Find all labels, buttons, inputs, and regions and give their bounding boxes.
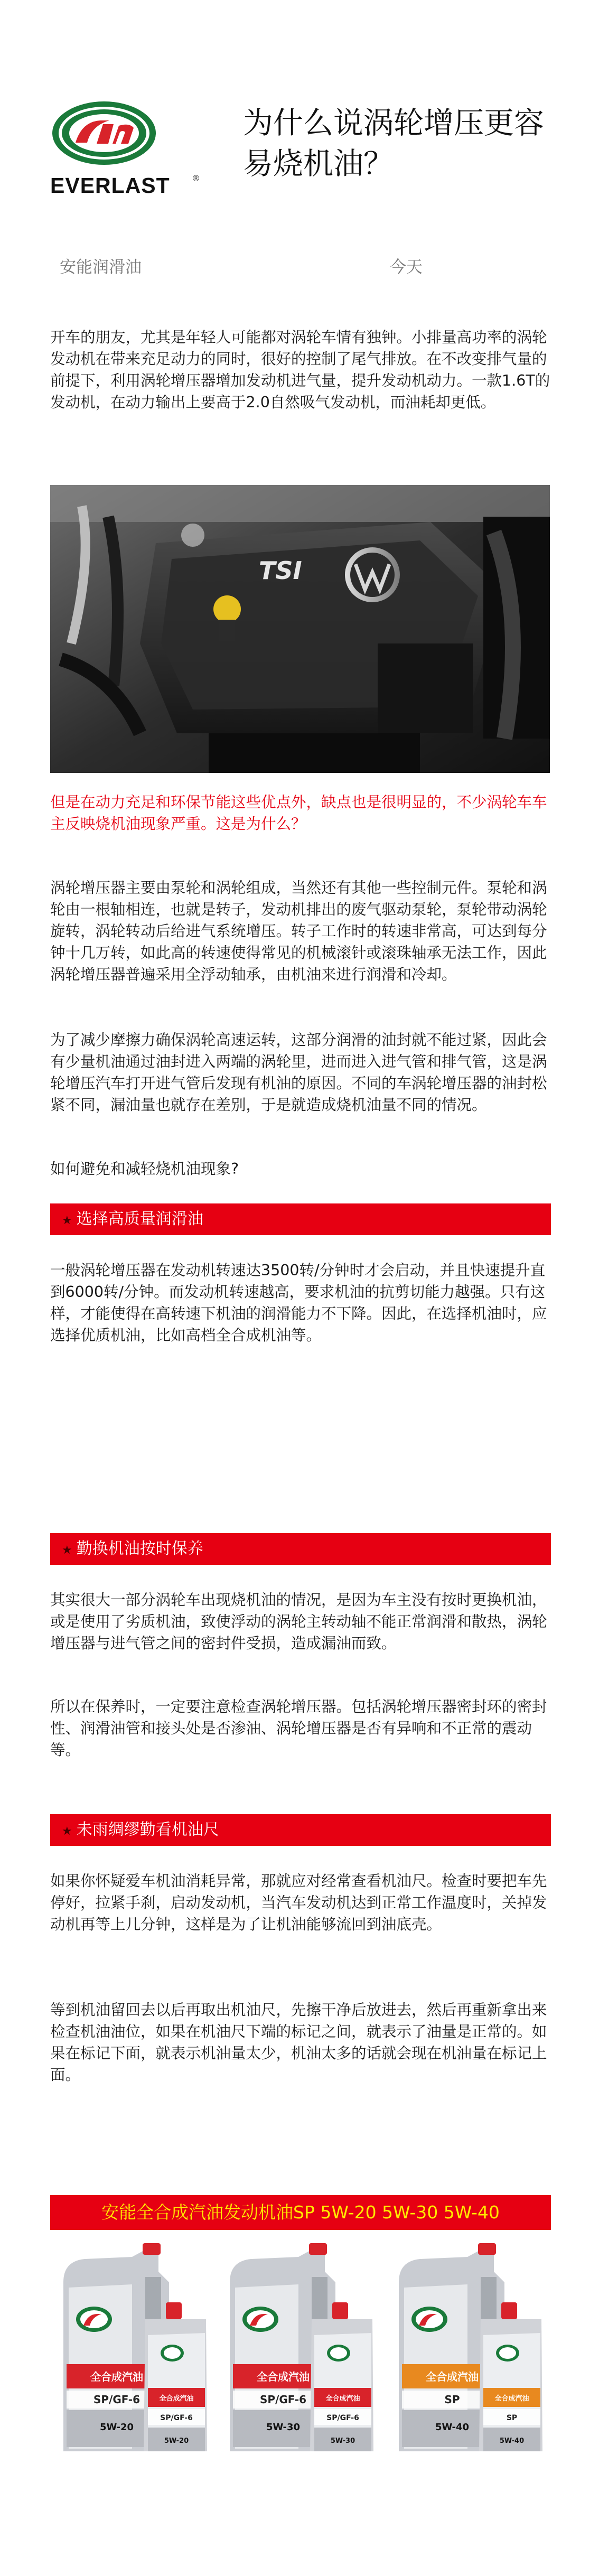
product-small-viscosity-text: 5W-40 (499, 2437, 525, 2445)
paragraph-turbo-structure: 涡轮增压器主要由泵轮和涡轮组成，当然还有其他一些控制元件。泵轮和涡轮由一根轴相连，也就是转子，发动机排出的废气驱动泵轮，泵轮带动涡轮旋转，涡轮转动后给进气系统增压。转子工作时的转速非常高，可达到每分钟十几万转，如此高的转速使得常见的机械滚针或滚珠轴承无法工作，因此涡轮增压器普遍采用全浮动轴承，由机油来进行润滑和冷却。 (50, 879, 547, 983)
section-header-maintenance (50, 1533, 551, 1565)
engine-photo (50, 485, 550, 773)
paragraph-highlight: 但是在动力充足和环保节能这些优点外，缺点也是很明显的，不少涡轮车车主反映烧机油现象严重。这是为什么？ (50, 794, 547, 833)
article-title: 为什么说涡轮增压更容易烧机油？ (243, 106, 544, 181)
section-title: 未雨绸缪勤看机油尺 (76, 1821, 219, 1839)
product-label-text: 全合成汽油 (90, 2370, 143, 2383)
star-icon: ★ (62, 1544, 72, 1557)
everlast-logo-icon (50, 95, 158, 177)
article-date: 今天 (390, 258, 423, 277)
section-title: 选择高质量润滑油 (76, 1210, 203, 1228)
product-grade-text: SP (444, 2393, 460, 2406)
paragraph-intro: 开车的朋友，尤其是年轻人可能都对涡轮车情有独钟。小排量高功率的涡轮发动机在带来充足动力的同时，很好的控制了尾气排放。在不改变排气量的前提下，利用涡轮增压器增加发动机进气量，提升发动机动力。一款1.6T的发动机，在动力输出上要高于2.0自然吸气发动机，而油耗却更低。 (50, 329, 550, 411)
product-small-label-text: 全合成汽油 (325, 2395, 360, 2403)
product-small-viscosity-text: 5W-30 (330, 2437, 355, 2445)
paragraph-dipstick-prepare: 如果你怀疑爱车机油消耗异常，那就应对经常查看机油尺。检查时要把车先停好，拉紧手刹，启动发动机，当汽车发动机达到正常工作温度时，关掉发动机再等上几分钟，这样是为了让机油能够流回到油底壳。 (50, 1872, 547, 1933)
paragraph-dipstick-read: 等到机油留回去以后再取出机油尺，先擦干净后放进去，然后再重新拿出来检查机油油位，如果在机油尺下端的标记之间，就表示了油量是正常的。如果在标记下面，就表示机油量太少，机油太多的话就会现在机油量在标记上面。 (50, 2001, 547, 2084)
paragraph-question: 如何避免和减轻烧机油现象? (50, 1160, 239, 1178)
section-title: 勤换机油按时保养 (76, 1539, 203, 1558)
product-small-label-text: 全合成汽油 (494, 2395, 529, 2403)
star-icon: ★ (62, 1825, 72, 1838)
section-header-dipstick (50, 1814, 551, 1846)
star-icon: ★ (62, 1214, 72, 1227)
oil-bottle-image (219, 2240, 378, 2462)
paragraph-oil-seal: 为了减少摩擦力确保涡轮高速运转，这部分润滑的油封就不能过紧，因此会有少量机油通过油封进入两端的涡轮里，进而进入进气管和排气管，这是涡轮增压汽车打开进气管后发现有机油的原因。不同的车涡轮增压器的油封松紧不同，漏油量也就存在差别，于是就造成烧机油量不同的情况。 (50, 1031, 547, 1114)
product-small-grade-text: SP/GF-6 (160, 2414, 193, 2422)
engine-badge: TSI (259, 556, 302, 585)
brand-name: EVERLAST (50, 173, 170, 198)
product-viscosity-text: 5W-20 (99, 2422, 134, 2433)
oil-bottle-image (53, 2240, 211, 2462)
registered-mark-icon: ® (192, 173, 200, 183)
product-grade-text: SP/GF-6 (93, 2393, 141, 2406)
product-viscosity-text: 5W-30 (266, 2422, 301, 2433)
paragraph-choose-oil: 一般涡轮增压器在发动机转速达3500转/分钟时才会启动，并且快速提升直到6000转/分钟。而发动机转速越高，要求机油的抗剪切能力越强。只有这样，才能使得在高转速下机油的润滑能力不下降。因此，在选择机油时，应选择优质机油，比如高档全合成机油等。 (50, 1262, 547, 1344)
product-bottle-set (219, 2240, 378, 2462)
product-grade-text: SP/GF-6 (259, 2393, 307, 2406)
product-small-viscosity-text: 5W-20 (164, 2437, 189, 2445)
oil-bottle-image (388, 2240, 547, 2462)
engine-image (50, 485, 550, 773)
brand-logo (50, 95, 209, 206)
product-lineup (50, 2240, 551, 2462)
article-source[interactable]: 安能润滑油 (60, 258, 142, 277)
paragraph-maintenance-check: 所以在保养时，一定要注意检查涡轮增压器。包括涡轮增压器密封环的密封性、润滑油管和接头处是否渗油、涡轮增压器是否有异响和不正常的震动等。 (50, 1698, 547, 1759)
product-bottle-set (53, 2240, 211, 2462)
section-header-quality-oil (50, 1203, 551, 1235)
product-small-label-text: 全合成汽油 (159, 2395, 194, 2403)
product-label-text: 全合成汽油 (426, 2370, 479, 2383)
product-bottle-set (388, 2240, 547, 2462)
product-small-grade-text: SP/GF-6 (326, 2414, 359, 2422)
product-small-grade-text: SP (506, 2414, 518, 2422)
product-banner: 安能全合成汽油发动机油SP 5W-20 5W-30 5W-40 (50, 2195, 551, 2230)
product-label-text: 全合成汽油 (257, 2370, 310, 2383)
paragraph-maintenance-cause: 其实很大一部分涡轮车出现烧机油的情况，是因为车主没有按时更换机油，或是使用了劣质机油，致使浮动的涡轮主转动轴不能正常润滑和散热，涡轮增压器与进气管之间的密封件受损，造成漏油而致。 (50, 1591, 547, 1652)
product-viscosity-text: 5W-40 (435, 2422, 470, 2433)
